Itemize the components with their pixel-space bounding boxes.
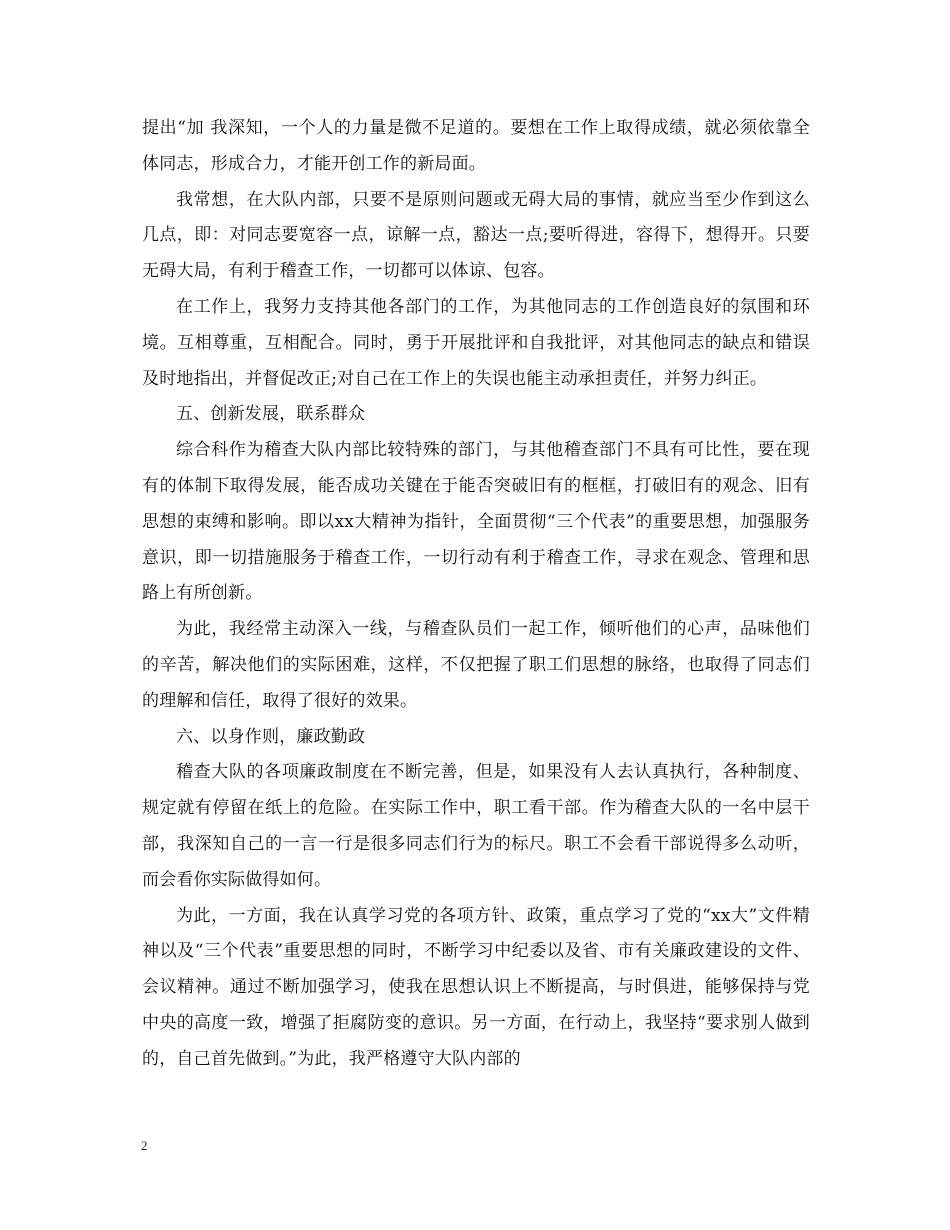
- document-body: [142, 111, 810, 1078]
- section-heading-5: 五、创新发展，联系群众: [176, 404, 366, 425]
- paragraph-2: 我常想，在大队内部，只要不是原则问题或无碍大局的事情，就应当至少作到这么几点，即：对同志要宽容一点，谅解一点，豁达一点;要听得进，容得下，想得开。只要无碍大局，有利于稽查工作，一切都可以体谅、包容。: [142, 189, 810, 282]
- paragraph-9: 为此，一方面，我在认真学习党的各项方针、政策，重点学习了党的“xx大”文件精神以及“三个代表”重要思想的同时，不断学习中纪委以及省、市有关廉政建设的文件、会议精神。通过不断加强学习，使我在思想认识上不断提高，与时俱进，能够保持与党中央的高度一致，增强了拒腐防变的意识。另一方面，在行动上，我坚持“要求别人做到的，自己首先做到。”为此，我严格遵守大队内部的: [142, 905, 810, 1069]
- section-heading-6: 六、以身作则，廉政勤政: [176, 726, 366, 747]
- page-number: 2: [141, 1138, 148, 1153]
- paragraph-6: 为此，我经常主动深入一线，与稽查队员们一起工作，倾听他们的心声，品味他们的辛苦，解决他们的实际困难，这样，不仅把握了职工们思想的脉络，也取得了同志们的理解和信任，取得了很好的效果。: [142, 619, 810, 711]
- paragraph-8: 稽查大队的各项廉政制度在不断完善，但是，如果没有人去认真执行，各种制度、规定就有停留在纸上的危险。在实际工作中，职工看干部。作为稽查大队的一名中层干部，我深知自己的一言一行是很多同志们行为的标尺。职工不会看干部说得多么动听，而会看你实际做得如何。: [142, 762, 810, 890]
- paragraph-5: 综合科作为稽查大队内部比较特殊的部门，与其他稽查部门不具有可比性，要在现有的体制下取得发展，能否成功关键在于能否突破旧有的框框，打破旧有的观念、旧有思想的束缚和影响。即以xx大精神为指针，全面贯彻“三个代表”的重要思想，加强服务意识，即一切措施服务于稽查工作，一切行动有利于稽查工作，寻求在观念、管理和思路上有所创新。: [142, 440, 810, 604]
- paragraph-3: 在工作上，我努力支持其他各部门的工作，为其他同志的工作创造良好的氛围和环境。互相尊重，互相配合。同时，勇于开展批评和自我批评，对其他同志的缺点和错误及时地指出，并督促改正;对自己在工作上的失误也能主动承担责任，并努力纠正。: [142, 296, 810, 389]
- paragraph-1: 提出“加 我深知，一个人的力量是微不足道的。要想在工作上取得成绩，就必须依靠全体同志，形成合力，才能开创工作的新局面。: [142, 118, 810, 174]
